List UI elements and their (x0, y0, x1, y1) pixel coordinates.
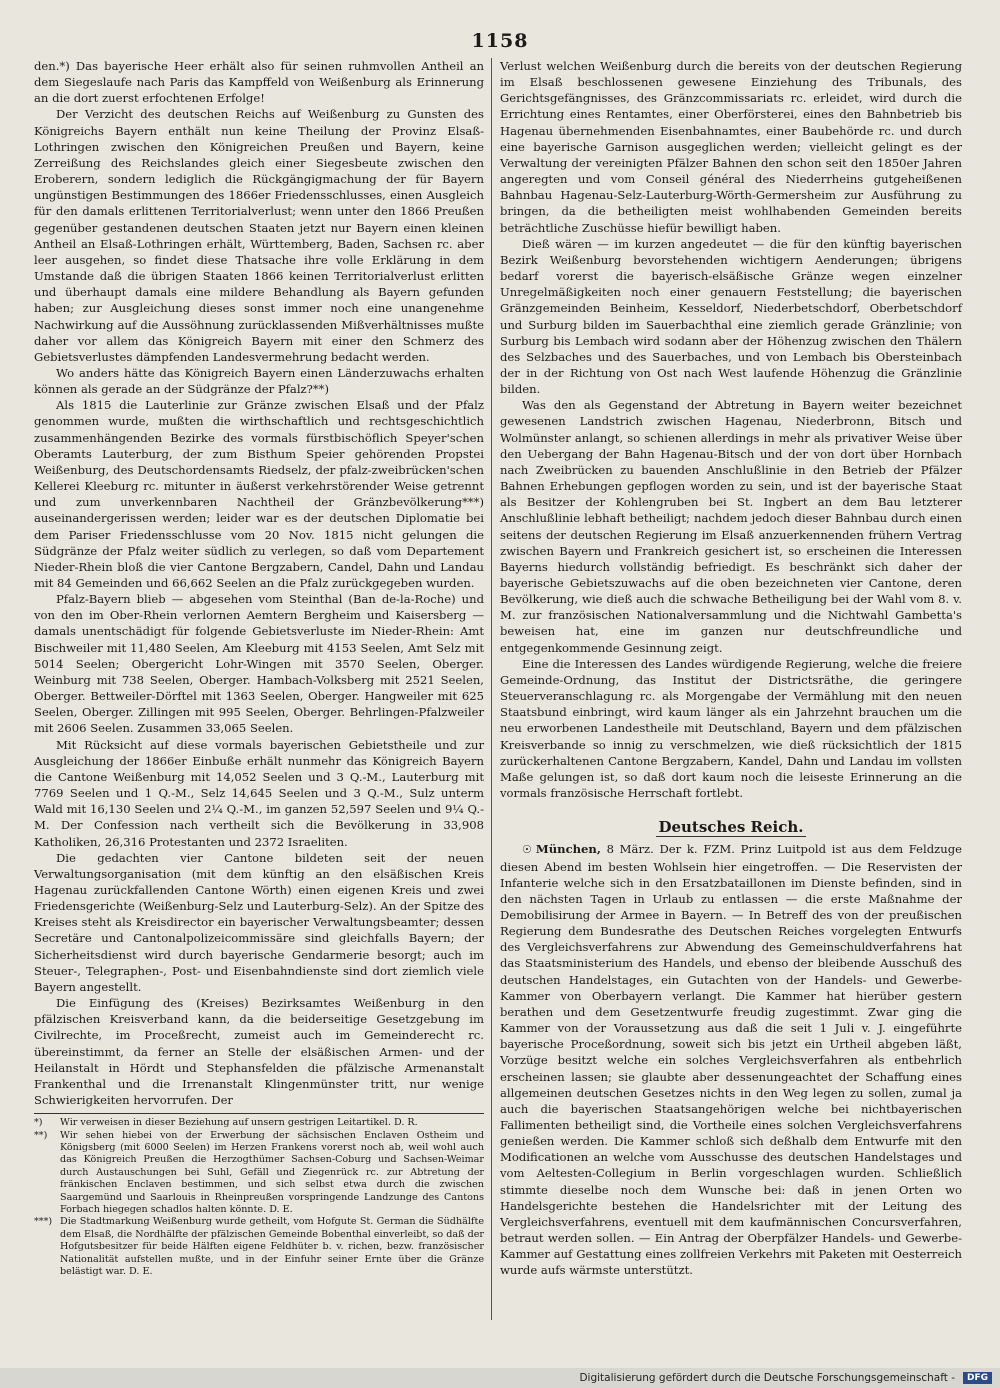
paragraph: Als 1815 die Lauterlinie zur Gränze zwischen Elsaß und der Pfalz genommen wurde, mußten die wirthschaftlich und rechtsgeschichtlich zusammenhängenden Bezirke des vormals fürstbischöflich Speyer'schen Oberamts Lauterburg, der zum Bisthum Speier gehörenden Propstei Weißenburg, des Deutschordensamts Riedselz, der pfalz-zweibrücken'schen Kellerei Kleeburg rc. mitunter in äußerst verkehrstörender Weise getrennt und zum unverkennbaren Nachtheil der Gränzbevölkerung***) auseinandergerissen werden; leider war es der deutschen Diplomatie bei dem Pariser Friedensschlusse vom 20 Nov. 1815 nicht gelungen die Südgränze der Pfalz weiter südlich zu verlegen, so daß vom Departement Nieder-Rhein bloß die vier Cantone Bergzabern, Candel, Dahn und Landau mit 84 Gemeinden und 66,662 Seelen an die Pfalz zurückgegeben wurden. (34, 398, 484, 590)
page-number: 1158 (471, 30, 529, 52)
footnote-mark: **) (34, 1129, 48, 1141)
paragraph: Die gedachten vier Cantone bildeten seit der neuen Verwaltungsorganisation (mit dem künftig an den elsäßischen Kreis Hagenau zurückfallenden Cantone Wörth) einen eigenen Kreis und zwei Friedensgerichte (Weißenburg-Selz und Lauterburg-Selz). An der Spitze des Kreises steht als Kreisdirector ein bayerischer Verwaltungsbeamter; dessen Secretäre und Cantonalpolizeicommissäre sind gleichfalls Bayern; der Sicherheitsdienst wird durch bayerische Gendarmerie besorgt; auch im Steuer-, Telegraphen-, Post- und Eisenbahndienste sind dort ziemlich viele Bayern angestellt. (34, 850, 484, 994)
news-text: Der k. FZM. Prinz Luitpold ist aus dem Feldzuge diesen Abend im besten Wohlsein hier eingetroffen. — Die Reservisten der Infanterie welche sich in den Ersatzbataillonen im Dienste befinden, sind in den nächsten Tagen in Urlaub zu entlassen — die erste Maßnahme der Demobilisirung der Armee in Bayern. — In Betreff des von der preußischen Regierung dem Bundesrathe des Deutschen Reiches vorgelegten Entwurfs des Vergleichsverfahrens zur Abwendung des Gemeinschuldverfahrens hat das Staatsministerium des Handels, und ebenso der bleibende Ausschuß des deutschen Handelstages, ein Gutachten von der Handels- und Gewerbe-Kammer von Oberbayern verlangt. Die Kammer hat hierüber gestern berathen und dem Gesetzentwurfe freudig zugestimmt. Zwar ging die Kammer von der Voraussetzung aus daß die seit 1 Juli v. J. eingeführte bayerische Proceßordnung, soweit sich bis jetzt ein Urtheil abgeben läßt, Vorzüge besitzt welche ein solches Vergleichsverfahren als entbehrlich erscheinen lassen; sie glaubte aber dessenungeachtet der Schaffung eines allgemeinen deutschen Gesetzes nichts in den Weg legen zu sollen, zumal ja auch die bayerischen Staatsangehörigen welche bei nichtbayerischen Fallimenten betheiligt sind, die Vortheile eines solchen Vergleichsverfahrens genießen werden. Die Kammer schloß sich deßhalb dem Entwurfe mit den Modificationen an welche vom Ausschusse des deutschen Handelstages und vom Aeltesten-Collegium in Berlin vorgeschlagen wurden. Schließlich stimmte dieselbe noch dem Wunsche bei: daß in jenen Orten wo Handelsgerichte bestehen die Handelsrichter mit der Leitung des Vergleichsverfahrens, eventuell mit dem kaufmännischen Concursverfahren, betraut werden sollen. — Ein Antrag der Oberpfälzer Handels- und Gewerbe-Kammer auf Gestattung eines zollfreien Verkehrs mit Paketen mit Oesterreich wurde aufs wärmste unterstützt. (500, 842, 963, 1278)
footnote-mark: ***) (34, 1216, 53, 1228)
dateline-place: München, (535, 842, 601, 857)
footnote (34, 1130, 484, 1217)
news-item (500, 841, 962, 1278)
dateline-symbol-icon: ☉ (522, 843, 532, 857)
section-heading (500, 819, 962, 835)
paragraph: Eine die Interessen des Landes würdigende Regierung, welche die freiere Gemeinde-Ordnung, das Institut der Districtsräthe, die geringere Steuerveranschlagung rc. als Morgengabe der Vermählung mit den neuen Staatsbund einbringt, wird kaum länger als ein Jahrzehnt brauchen um die neu erworbenen Landestheile mit Deutschland, Bayern und dem pfälzischen Kreisverbande so innig zu verschmelzen, wie dieß rücksichtlich der 1815 zurückerhaltenen Cantone Bergzabern, Kandel, Dahn und Landau im vollsten Maße gelungen ist, so daß dort kaum noch die leiseste Erinnerung an die vormals französische Herrschaft fortlebt. (500, 656, 962, 801)
paragraph: Wo anders hätte das Königreich Bayern einen Länderzuwachs erhalten können als gerade an der Südgränze der Pfalz?**) (34, 365, 484, 397)
paragraph: Verlust welchen Weißenburg durch die bereits von der deutschen Regierung im Elsaß beschlossenen gewesene Einziehung des Tribunals, des Gerichtsgefängnisses, des Gränzcommissariats rc. erleidet, wird durch die Errichtung eines Rentamtes, einer Oberförsterei, eines den Bahnbetrieb bis Hagenau übernehmenden Eisenbahnamtes, einer Baubehörde rc. und durch eine bayerische Garnison ausgeglichen werden; vielleicht gelingt es der Verwaltung der vereinigten Pfälzer Bahnen den schon seit den 1850er Jahren angeregten und vom Conseil général des Niederrheins gutgeheißenen Bahnbau Hagenau-Selz-Lauterburg-Wörth-Germersheim zur Ausführung zu bringen, da die betheiligten meist wohlhabenden Gemeinden bereits beträchtliche Zuschüsse hiefür bewilligt haben. (500, 59, 962, 235)
paragraph: Der Verzicht des deutschen Reichs auf Weißenburg zu Gunsten des Königreichs Bayern enthält nun keine Theilung der Provinz Elsaß-Lothringen zwischen den Königreichen Preußen und Bayern, keine Zerreißung des Reichslandes gleich einer Siegesbeute zwischen den Eroberern, sondern lediglich die Rückgängigmachung der für Bayern ungünstigen Bestimmungen des 1866er Friedensschlusses, einen Ausgleich für den damals erlittenen Territorialverlust; wenn unter den 1866 Preußen gegenüber gestandenen deutschen Staaten jetzt nur Bayern einen kleinen Antheil an Elsaß-Lothringen erhält, Württemberg, Baden, Sachsen rc. aber leer ausgehen, so findet diese Thatsache ihre volle Erklärung in dem Umstande daß die übrigen Staaten 1866 keinen Territorialverlust erlitten und überhaupt damals eine mildere Behandlung als Bayern gefunden haben; zur Ausgleichung dieses sonst immer noch eine unangenehme Nachwirkung auf die Aussöhnung zurücklassenden Mißverhältnisses mußte daher vor allem das Königreich Bayern mit einer den Schmerz des Gebietsverlustes dämpfenden Landesvermehrung bedacht werden. (34, 107, 484, 364)
column-rule (491, 58, 492, 1320)
footnote-mark: *) (34, 1117, 43, 1129)
paragraph: Mit Rücksicht auf diese vormals bayerischen Gebietstheile und zur Ausgleichung der 1866er Einbuße erhält nunmehr das Königreich Bayern die Cantone Weißenburg mit 14,052 Seelen und 3 Q.-M., Lauterburg mit 7769 Seelen und 1 Q.-M., Selz 14,645 Seelen und 3 Q.-M., Sulz unterm Wald mit 16,130 Seelen und 2¼ Q.-M., im ganzen 52,597 Seelen und 9¼ Q.-M. Der Confession nach vertheilt sich die Bevölkerung in 33,908 Katholiken, 26,316 Protestanten und 2372 Israeliten. (34, 737, 484, 849)
dfg-logo-icon: DFG (963, 1372, 992, 1384)
paragraph: Was den als Gegenstand der Abtretung in Bayern weiter bezeichnet gewesenen Landstrich zwischen Hagenau, Niederbronn, Bitsch und Wolmünster anlangt, so schienen allerdings in mehr als privativer Weise über den Uebergang der Bahn Hagenau-Bitsch und der von dort über Hornbach nach Zweibrücken zu bauenden Anschlußlinie in den Betrieb der Pfälzer Bahnen Erhebungen gepflogen worden zu sein, und ist der bayerische Staat als Besitzer der Kohlengruben bei St. Ingbert an dem Bau letzterer Anschlußlinie lebhaft betheiligt; nachdem jedoch dieser Bahnbau durch einen seitens der deutschen Regierung im Elsaß anzuerkennenden frühern Vertrag zwischen Bayern und Frankreich gesichert ist, so erscheinen die Interessen Bayerns hiedurch vollständig befriedigt. Es beschränkt sich daher der bayerische Gebietszuwachs auf die oben bezeichneten vier Cantone, deren Bevölkerung, wie dieß auch die schwache Betheiligung bei der Wahl vom 8. v. M. zur französischen Nationalversammlung und die Nichtwahl Gambetta's beweisen hat, eine im ganzen nur deutschfreundliche und entgegenkommende Gesinnung zeigt. (500, 398, 962, 655)
left-column (34, 58, 484, 1278)
footnote-text: Wir sehen hiebei von der Erwerbung der sächsischen Enclaven Ostheim und Königsberg (mit 6000 Seelen) im Herzen Frankens vorerst noch ab, weil wohl auch das Königreich Preußen die Herzogthümer Sachsen-Coburg und Sachsen-Weimar durch Austauschungen bei Suhl, Gefäll und Ziegenrück rc. zur Abtretung der fränkischen Enclaven bestimmen, und sich selbst etwa durch die zwischen Saargemünd und Saarlouis in Rheinpreußen vorspringende Landzunge des Cantons Forbach hiegegen schadlos halten könnte. D. E. (60, 1129, 484, 1215)
footnote-text: Die Stadtmarkung Weißenburg wurde getheilt, vom Hofgute St. German die Südhälfte dem Elsaß, die Nordhälfte der pfälzischen Gemeinde Bobenthal einverleibt, so daß der Hofgutsbesitzer für beide Hälften eigene Feldhüter b. v. richen, bezw. französischer Nationalität aufstellen mußte, und in der Einfuhr seiner Ernte über die Gränze belästigt war. D. E. (60, 1216, 484, 1278)
footnote-divider (34, 1113, 484, 1114)
paragraph: den.*) Das bayerische Heer erhält also für seinen ruhmvollen Antheil an dem Siegeslaufe nach Paris das Kampffeld von Weißenburg als Erinnerung an die dort zuerst erfochtenen Erfolge! (34, 59, 484, 106)
section-heading-text: Deutsches Reich. (658, 818, 804, 837)
paragraph: Dieß wären — im kurzen angedeutet — die für den künftig bayerischen Bezirk Weißenburg bevorstehenden wichtigern Aenderungen; übrigens bedarf vorerst die bayerisch-elsäßische Gränze wegen einzelner Unregelmäßigkeiten noch einer genauern Feststellung; die bayerischen Gränzgemeinden Beinheim, Kesseldorf, Niederbetschdorf, Oberbetschdorf und Surburg bilden im Sauerbachthal eine ziemlich gerade Gränzlinie; von Surburg bis Lembach wird sodann aber der Höhenzug zwischen den Thälern des Selzbaches und des Sauerbaches, und von Lembach bis Obersteinbach der in der Richtung von Ost nach West laufende Höhenzug die Gränzlinie bilden. (500, 236, 962, 397)
footnote-text: Wir verweisen in dieser Beziehung auf unsern gestrigen Leitartikel. D. R. (60, 1117, 418, 1129)
paragraph: Die Einfügung des (Kreises) Bezirksamtes Weißenburg in den pfälzischen Kreisverband kann, da die beiderseitige Gesetzgebung im Civilrechte, im Proceßrecht, zumeist auch im Gemeinderecht rc. übereinstimmt, da ferner an Stelle der elsäßischen Armen- und der Heilanstalt in Hördt und Stephansfelden die pfälzische Armenanstalt Frankenthal und die Irrenanstalt Klingenmünster tritt, nur wenige Schwierigkeiten hervorrufen. Der (34, 996, 484, 1107)
right-column (500, 58, 962, 1279)
dateline-date: 8 März. (606, 842, 654, 857)
footnote (34, 1117, 484, 1129)
footnote (34, 1216, 484, 1278)
footer-bar (0, 1368, 1000, 1388)
paragraph: Pfalz-Bayern blieb — abgesehen vom Steinthal (Ban de-la-Roche) und von den im Ober-Rhein verlornen Aemtern Bergheim und Kaisersberg — damals unentschädigt für folgende Gebietsverluste im Nieder-Rhein: Amt Bischweiler mit 11,480 Seelen, Am Kleeburg mit 4153 Seelen, Amt Selz mit 5014 Seelen; Obergericht Lohr-Wingen mit 3570 Seelen, Oberger. Weinburg mit 738 Seelen, Oberger. Hambach-Volksberg mit 2521 Seelen, Oberger. Bettweiler-Dörftel mit 1363 Seelen, Oberger. Hangweiler mit 625 Seelen, Oberger. Zillingen mit 995 Seelen, Oberger. Behrlingen-Pfalzweiler mit 2606 Seelen. Zusammen 33,065 Seelen. (34, 592, 484, 736)
footer-credit: Digitalisierung gefördert durch die Deutsche Forschungsgemeinschaft - (579, 1372, 955, 1384)
